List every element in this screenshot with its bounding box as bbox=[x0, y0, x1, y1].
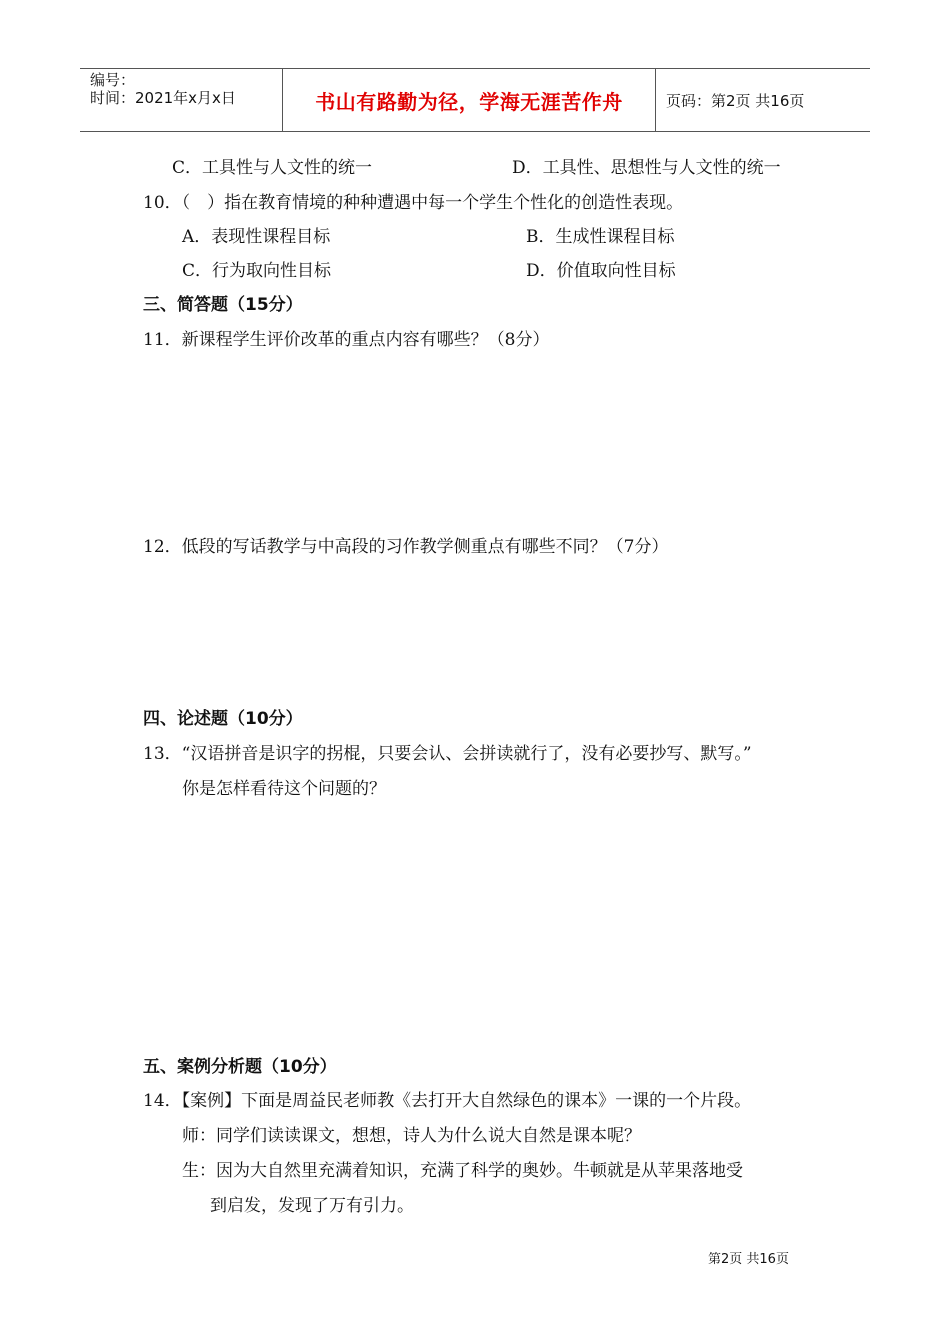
option-10c: C．行为取向性目标 bbox=[182, 261, 332, 281]
header-meta bbox=[80, 69, 282, 131]
question-11: 11．新课程学生评价改革的重点内容有哪些？（8分） bbox=[143, 330, 550, 350]
footer-page-number: 第2页 共16页 bbox=[708, 1252, 789, 1267]
question-12: 12．低段的写话教学与中高段的习作教学侧重点有哪些不同？（7分） bbox=[143, 537, 669, 557]
student-line-2: 到启发，发现了万有引力。 bbox=[210, 1196, 414, 1216]
question-13-line2: 你是怎样看待这个问题的？ bbox=[182, 779, 386, 799]
date-text: 时间：2021年x月x日 bbox=[90, 89, 236, 107]
student-line-1: 生：因为大自然里充满着知识，充满了科学的奥妙。牛顿就是从苹果落地受 bbox=[182, 1161, 743, 1181]
option-9c: C．工具性与人文性的统一 bbox=[172, 158, 373, 178]
serial-label: 编号： bbox=[90, 71, 136, 89]
section-heading-5: 五、案例分析题（10分） bbox=[143, 1057, 337, 1077]
option-10b: B．生成性课程目标 bbox=[526, 227, 675, 247]
question-10: 10．（ ）指在教育情境的种种遭遇中每一个学生个性化的创造性表现。 bbox=[143, 193, 684, 213]
option-10a: A．表现性课程目标 bbox=[182, 227, 331, 247]
teacher-line: 师：同学们读读课文，想想，诗人为什么说大自然是课本呢？ bbox=[182, 1126, 641, 1146]
option-10d: D．价值取向性目标 bbox=[526, 261, 676, 281]
section-heading-3: 三、简答题（15分） bbox=[143, 295, 303, 315]
option-9d: D．工具性、思想性与人文性的统一 bbox=[512, 158, 781, 178]
page-header bbox=[80, 68, 870, 132]
header-motto: 书山有路勤为径，学海无涯苦作舟 bbox=[282, 69, 656, 131]
header-page-number: 页码：第2页 共16页 bbox=[666, 91, 805, 110]
question-14: 14．【案例】下面是周益民老师教《去打开大自然绿色的课本》一课的一个片段。 bbox=[143, 1091, 752, 1111]
question-13-line1: 13．“汉语拼音是识字的拐棍，只要会认、会拼读就行了，没有必要抄写、默写。” bbox=[143, 744, 752, 764]
section-heading-4: 四、论述题（10分） bbox=[143, 709, 303, 729]
